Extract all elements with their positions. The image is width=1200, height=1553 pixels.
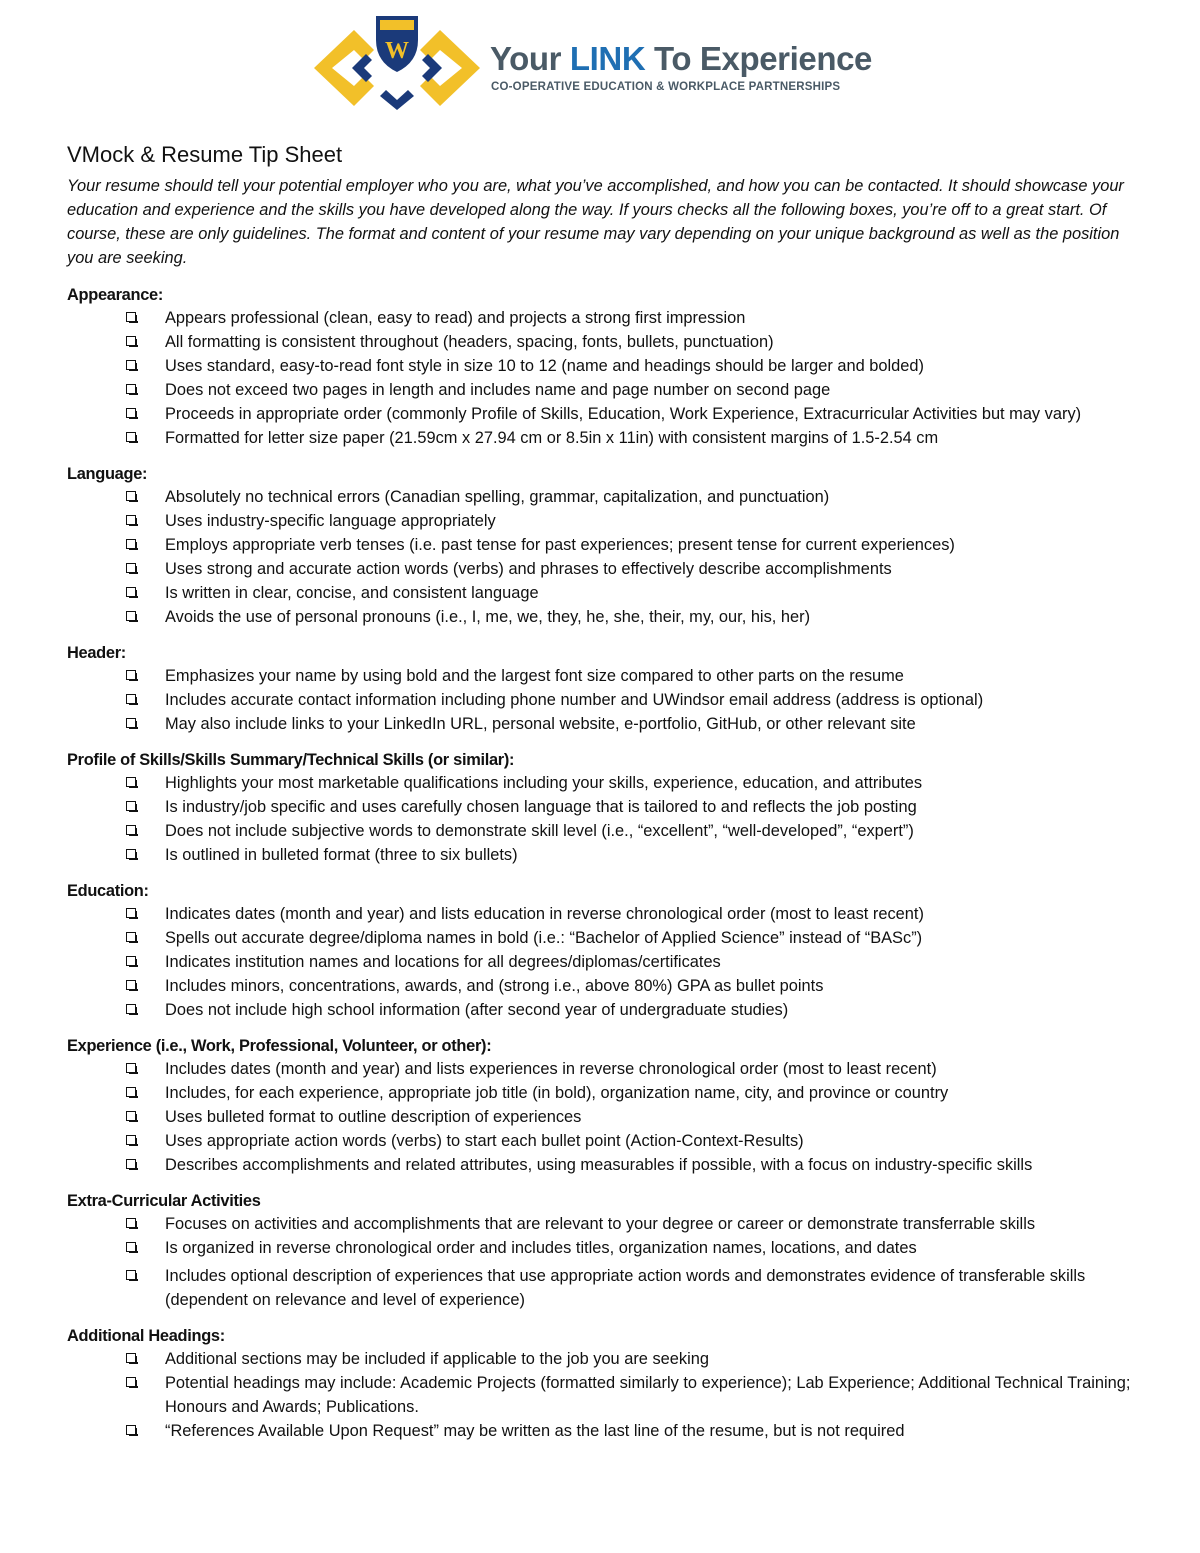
tagline: Your LINK To Experience bbox=[490, 40, 872, 77]
section-experience bbox=[67, 1035, 1137, 1177]
checkbox-icon[interactable] bbox=[126, 587, 136, 597]
checkbox-icon[interactable] bbox=[126, 1377, 136, 1387]
checklist-item: Appears professional (clean, easy to read) and projects a strong first impression bbox=[67, 306, 1137, 330]
checkbox-icon[interactable] bbox=[126, 491, 136, 501]
checklist-item: Proceeds in appropriate order (commonly Profile of Skills, Education, Work Experience, Extracurricular Activities but may vary) bbox=[67, 402, 1137, 426]
section-extra-curricular bbox=[67, 1190, 1137, 1312]
checkbox-icon[interactable] bbox=[126, 849, 136, 859]
checklist-item: “References Available Upon Request” may be written as the last line of the resume, but is not required bbox=[67, 1419, 1137, 1443]
checkbox-icon[interactable] bbox=[126, 718, 136, 728]
checklist-item: All formatting is consistent throughout (headers, spacing, fonts, bullets, punctuation) bbox=[67, 330, 1137, 354]
checkbox-icon[interactable] bbox=[126, 801, 136, 811]
checklist-item: Includes, for each experience, appropriate job title (in bold), organization name, city, and province or country bbox=[67, 1081, 1137, 1105]
checkbox-icon[interactable] bbox=[126, 563, 136, 573]
checklist-item: Additional sections may be included if applicable to the job you are seeking bbox=[67, 1347, 1137, 1371]
section-heading: Language: bbox=[67, 465, 148, 483]
checklist-item: Highlights your most marketable qualifications including your skills, experience, education, and attributes bbox=[67, 771, 1137, 795]
checkbox-icon[interactable] bbox=[126, 336, 136, 346]
checklist-item: Does not include subjective words to demonstrate skill level (i.e., “excellent”, “well-developed”, “expert”) bbox=[67, 819, 1137, 843]
section-heading: Extra-Curricular Activities bbox=[67, 1192, 261, 1210]
section-heading: Additional Headings: bbox=[67, 1327, 225, 1345]
page-header bbox=[0, 0, 1200, 120]
checklist-item: Uses standard, easy-to-read font style in size 10 to 12 (name and headings should be larger and bolded) bbox=[67, 354, 1137, 378]
checkbox-icon[interactable] bbox=[126, 1218, 136, 1228]
checkbox-icon[interactable] bbox=[126, 1087, 136, 1097]
checklist-item: Formatted for letter size paper (21.59cm x 27.94 cm or 8.5in x 11in) with consistent margins of 1.5-2.54 cm bbox=[67, 426, 1137, 450]
checkbox-icon[interactable] bbox=[126, 1004, 136, 1014]
checklist-item: Is industry/job specific and uses carefully chosen language that is tailored to and reflects the job posting bbox=[67, 795, 1137, 819]
checklist-item: Spells out accurate degree/diploma names in bold (i.e.: “Bachelor of Applied Science” instead of “BASc”) bbox=[67, 926, 1137, 950]
checkbox-icon[interactable] bbox=[126, 694, 136, 704]
checklist-item: Is organized in reverse chronological order and includes titles, organization names, locations, and dates bbox=[67, 1236, 1137, 1260]
section-profile-of-skills bbox=[67, 749, 1137, 867]
checklist-item: Indicates dates (month and year) and lists education in reverse chronological order (most to least recent) bbox=[67, 902, 1137, 926]
subtagline: CO-OPERATIVE EDUCATION & WORKPLACE PARTNERSHIPS bbox=[491, 81, 841, 93]
checkbox-icon[interactable] bbox=[126, 384, 136, 394]
checklist-item: Includes optional description of experiences that use appropriate action words and demonstrates evidence of transferable skills (dependent on relevance and level of experience) bbox=[67, 1264, 1137, 1312]
section-header bbox=[67, 642, 1137, 736]
checklist-item: Uses industry-specific language appropriately bbox=[67, 509, 1137, 533]
section-language bbox=[67, 463, 1137, 629]
section-heading: Experience (i.e., Work, Professional, Volunteer, or other): bbox=[67, 1037, 492, 1055]
checkbox-icon[interactable] bbox=[126, 1135, 136, 1145]
checkbox-icon[interactable] bbox=[126, 670, 136, 680]
checkbox-icon[interactable] bbox=[126, 515, 136, 525]
checkbox-icon[interactable] bbox=[126, 825, 136, 835]
checklist-item: Potential headings may include: Academic Projects (formatted similarly to experience); Lab Experience; Additional Technical Training; Honours and Awards; Publications. bbox=[67, 1371, 1137, 1419]
checklist-item: Does not include high school information (after second year of undergraduate studies) bbox=[67, 998, 1137, 1022]
uwindsor-link-logo bbox=[308, 10, 486, 114]
checklist-item: Includes dates (month and year) and lists experiences in reverse chronological order (most to least recent) bbox=[67, 1057, 1137, 1081]
checkbox-icon[interactable] bbox=[126, 1159, 136, 1169]
checkbox-icon[interactable] bbox=[126, 611, 136, 621]
checkbox-icon[interactable] bbox=[126, 432, 136, 442]
checkbox-icon[interactable] bbox=[126, 908, 136, 918]
checkbox-icon[interactable] bbox=[126, 1270, 136, 1280]
section-heading: Appearance: bbox=[67, 286, 163, 304]
checkbox-icon[interactable] bbox=[126, 1425, 136, 1435]
checkbox-icon[interactable] bbox=[126, 1063, 136, 1073]
document-body bbox=[67, 140, 1137, 1456]
checklist-item: Uses strong and accurate action words (verbs) and phrases to effectively describe accomplishments bbox=[67, 557, 1137, 581]
checklist-item: May also include links to your LinkedIn URL, personal website, e-portfolio, GitHub, or other relevant site bbox=[67, 712, 1137, 736]
checkbox-icon[interactable] bbox=[126, 777, 136, 787]
checklist-item: Uses bulleted format to outline description of experiences bbox=[67, 1105, 1137, 1129]
checkbox-icon[interactable] bbox=[126, 539, 136, 549]
checkbox-icon[interactable] bbox=[126, 1353, 136, 1363]
checklist-item: Avoids the use of personal pronouns (i.e., I, me, we, they, he, she, their, my, our, his, her) bbox=[67, 605, 1137, 629]
checklist-item: Is written in clear, concise, and consistent language bbox=[67, 581, 1137, 605]
section-heading: Education: bbox=[67, 882, 149, 900]
intro-paragraph: Your resume should tell your potential employer who you are, what you’ve accomplished, and how you can be contacted. It should showcase your education and experience and the skills you have developed along the way. If yours checks all the following boxes, you’re off to a great start. Of course, these are only guidelines. The format and content of your resume may vary depending on your unique background as well as the position you are seeking. bbox=[67, 177, 1124, 267]
checkbox-icon[interactable] bbox=[126, 360, 136, 370]
checkbox-icon[interactable] bbox=[126, 1242, 136, 1252]
checkbox-icon[interactable] bbox=[126, 980, 136, 990]
section-heading: Profile of Skills/Skills Summary/Technical Skills (or similar): bbox=[67, 751, 515, 769]
document-title: VMock & Resume Tip Sheet bbox=[67, 142, 343, 167]
checklist-item: Focuses on activities and accomplishments that are relevant to your degree or career or demonstrate transferrable skills bbox=[67, 1212, 1137, 1236]
section-heading: Header: bbox=[67, 644, 126, 662]
checklist-item: Describes accomplishments and related attributes, using measurables if possible, with a focus on industry-specific skills bbox=[67, 1153, 1137, 1177]
checkbox-icon[interactable] bbox=[126, 408, 136, 418]
checklist-item: Is outlined in bulleted format (three to six bullets) bbox=[67, 843, 1137, 867]
section-appearance bbox=[67, 284, 1137, 450]
svg-text:W: W bbox=[385, 38, 409, 64]
checklist-item: Includes accurate contact information including phone number and UWindsor email address (address is optional) bbox=[67, 688, 1137, 712]
checkbox-icon[interactable] bbox=[126, 956, 136, 966]
checklist-item: Includes minors, concentrations, awards, and (strong i.e., above 80%) GPA as bullet points bbox=[67, 974, 1137, 998]
checklist-item: Emphasizes your name by using bold and the largest font size compared to other parts on the resume bbox=[67, 664, 1137, 688]
checkbox-icon[interactable] bbox=[126, 312, 136, 322]
checkbox-icon[interactable] bbox=[126, 1111, 136, 1121]
checklist-item: Uses appropriate action words (verbs) to start each bullet point (Action-Context-Results) bbox=[67, 1129, 1137, 1153]
checkbox-icon[interactable] bbox=[126, 932, 136, 942]
section-education bbox=[67, 880, 1137, 1022]
checklist-item: Employs appropriate verb tenses (i.e. past tense for past experiences; present tense for current experiences) bbox=[67, 533, 1137, 557]
section-additional-headings bbox=[67, 1325, 1137, 1443]
checklist-item: Absolutely no technical errors (Canadian spelling, grammar, capitalization, and punctuation) bbox=[67, 485, 1137, 509]
checklist-item: Does not exceed two pages in length and includes name and page number on second page bbox=[67, 378, 1137, 402]
checklist-item: Indicates institution names and locations for all degrees/diplomas/certificates bbox=[67, 950, 1137, 974]
